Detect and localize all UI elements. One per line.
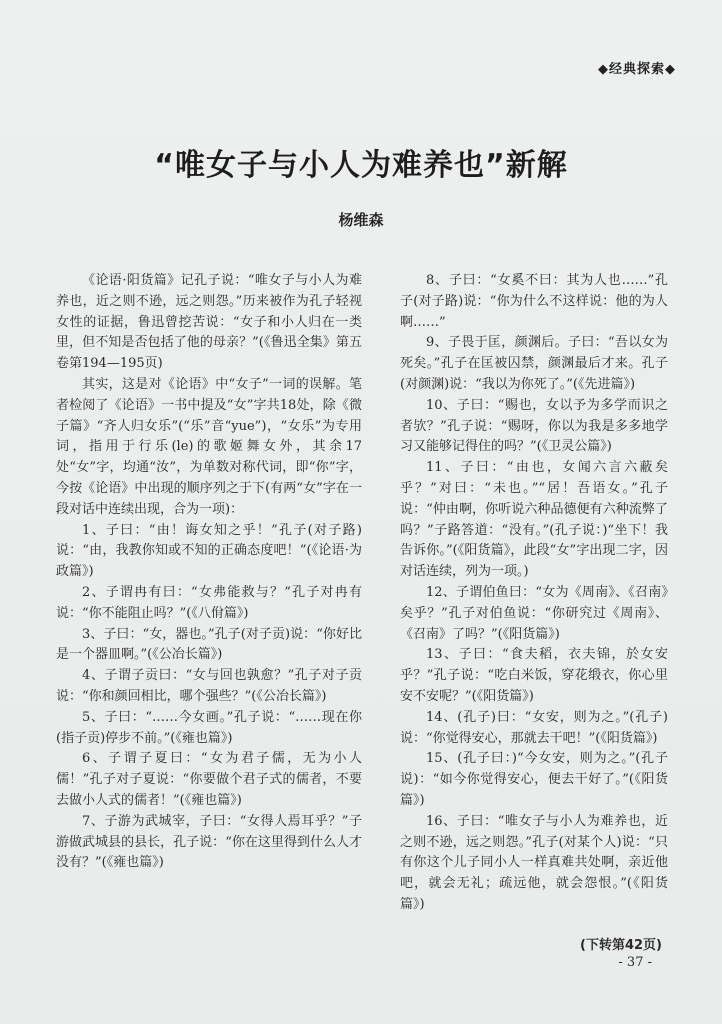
section-label: ◆经典探索◆ <box>598 62 676 77</box>
paragraph: 5、子曰：“……今女画。”孔子说：“……现在你(指子贡)停步不前。”(《雍也篇》) <box>56 709 362 746</box>
paragraph: 9、子畏于匡，颜渊后。子曰：“吾以女为死矣。”孔子在匡被囚禁，颜渊最后才来。孔子(对颜渊)说：“我以为你死了。”(《先进篇》) <box>400 335 668 392</box>
paragraph: 6、子谓子夏曰：“女为君子儒，无为小人儒！”孔子对子夏说：“你要做个君子式的儒者，不要去做小人式的儒者！”(《雍也篇》) <box>56 751 362 808</box>
paragraph: 14、(孔子)曰：“女安，则为之。”(孔子)说：“你觉得安心，那就去干吧！”(《阳货篇》) <box>400 709 668 746</box>
paragraph: 10、子曰：“赐也，女以予为多学而识之者欤？”孔子说：“赐呀，你以为我是多多地学习又能够记得住的吗？”(《卫灵公篇》) <box>400 397 668 455</box>
paragraph: 7、子游为武城宰，子曰：“女得人焉耳乎？”子游做武城县的县长，孔子说：“你在这里得到什么人才没有？”(《雍也篇》) <box>56 813 362 871</box>
paragraph: 15、(孔子曰：)“今女安，则为之。”(孔子说)：“如今你觉得安心，便去干好了。”(《阳货篇》) <box>400 751 668 808</box>
paragraph: 12、子谓伯鱼曰：“女为《周南》、《召南》矣乎？”孔子对伯鱼说：“你研究过《周南》、《召南》了吗？”(《阳货篇》) <box>400 584 668 642</box>
paragraph: 8、子曰：“女奚不曰：其为人也……”孔子(对子路)说：“你为什么不这样说：他的为人啊……” <box>400 273 668 330</box>
left-column <box>56 271 362 874</box>
paragraph: 其实，这是对《论语》中“女子”一词的误解。笔者检阅了《论语》一书中提及“女”字共18处，除《微子篇》“齐人归女乐”(“乐”音“yue”)，“女乐”为专用词，指用于行乐(le)的歌姬舞女外，其余17处“女”字，均通“汝”，为单数对称代词，即“你”字，今按《论语》中出现的顺序列之于下(有两“女”字在一段对话中连续出现，合为一项)： <box>56 376 362 517</box>
paragraph: 4、子谓子贡曰：“女与回也孰愈？”孔子对子贡说：“你和颜回相比，哪个强些？”(《公冶长篇》) <box>56 668 362 704</box>
article-author: 杨维森 <box>338 211 384 229</box>
continued-note: (下转第42页) <box>580 938 662 953</box>
article-title: “唯女子与小人为难养也”新解 <box>154 148 568 183</box>
paragraph: 《论语·阳货篇》记孔子说：“唯女子与小人为难养也，近之则不逊，远之则怨。”历来被作为孔子轻视女性的证据，鲁迅曾挖苦说：“女子和小人归在一类里，但不知是否包括了他的母亲？”(《鲁迅全集》第五卷第194—195页) <box>56 273 362 372</box>
right-column <box>400 271 668 916</box>
page-number: - 37 - <box>618 955 652 970</box>
paragraph: 13、子曰：“食夫稻，衣夫锦，於女安乎？”孔子说：“吃白米饭，穿花缎衣，你心里安不安呢？”(《阳货篇》) <box>400 647 668 704</box>
paragraph: 11、子曰：“由也，女闻六言六蔽矣乎？”对曰：“未也。”“居！吾语女。”孔子说：“仲由啊，你听说六种品德便有六种流弊了吗？”子路答道：“没有。”(孔子说：)“坐下！我告诉你。”(《阳货篇》，此段“女”字出现二字，因对话连续，列为一项。) <box>400 460 668 580</box>
paragraph: 1、子曰：“由！诲女知之乎！”孔子(对子路)说：“由，我教你知或不知的正确态度吧！”(《论语·为政篇》) <box>56 522 362 580</box>
paragraph: 2、子谓冉有曰：“女弗能救与？”孔子对冉有说：“你不能阻止吗？”(《八佾篇》) <box>56 584 362 621</box>
paragraph: 3、子曰：“女，器也。”孔子(对子贡)说：“你好比是一个器皿啊。”(《公冶长篇》) <box>56 626 362 663</box>
paragraph: 16、子曰：“唯女子与小人为难养也，近之则不逊，远之则怨。”孔子(对某个人)说：“只有你这个儿子同小人一样真难共处啊，亲近他吧，就会无礼；疏远他，就会怨恨。”(《阳货篇》) <box>400 813 668 912</box>
